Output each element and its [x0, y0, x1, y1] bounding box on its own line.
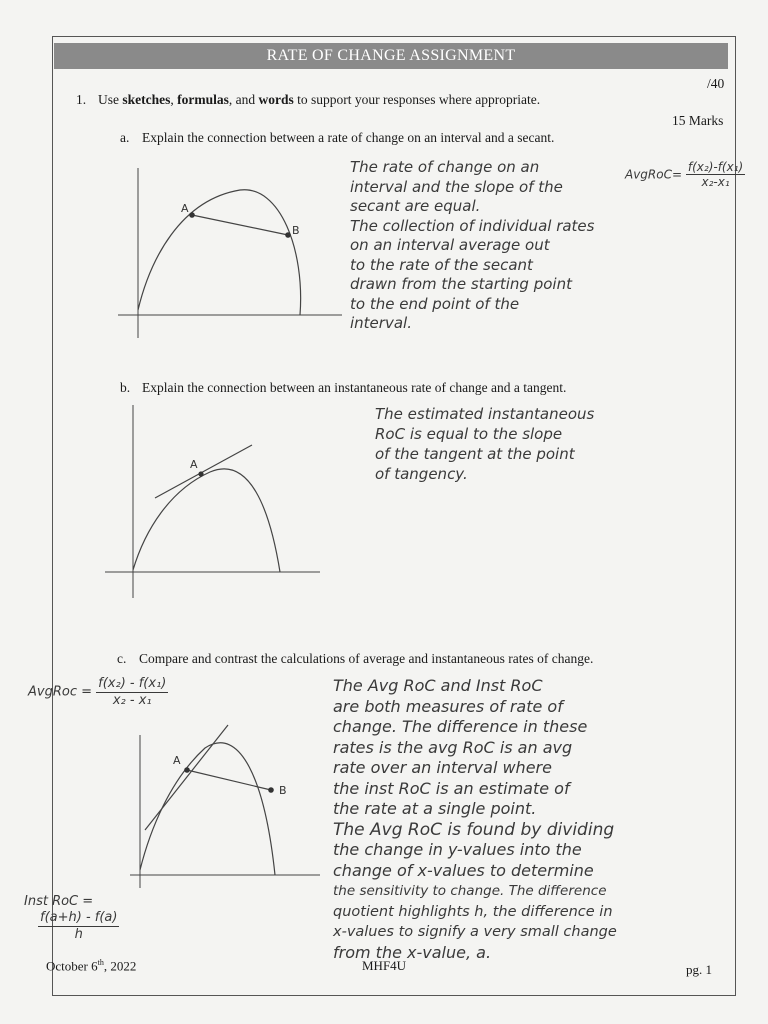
- avg-roc-formula-a: AvgRoC= $\frac{\text{f(x₂)-f(x₁)}}{\text{x₂-x₁}}$: [625, 160, 744, 189]
- secant-sketch: [110, 160, 350, 340]
- question-intro: Use sketches, formulas, and words to support your responses where appropriate.: [98, 92, 541, 107]
- point-a-dot: [198, 471, 203, 476]
- tangent-line: [155, 445, 252, 498]
- page-title: RATE OF CHANGE ASSIGNMENT: [54, 43, 728, 69]
- curve: [133, 469, 280, 572]
- secant-line: [192, 215, 288, 235]
- point-b-label: B: [292, 224, 300, 237]
- question-number: 1.: [76, 92, 87, 107]
- point-b-dot: [268, 787, 274, 793]
- footer-course: MHF4U: [362, 958, 407, 973]
- footer-date: October 6th, 2022: [46, 958, 137, 974]
- secant-line: [187, 770, 271, 790]
- part-b-label: b.: [120, 380, 131, 395]
- tangent-line: [145, 725, 228, 830]
- curve: [138, 190, 301, 315]
- total-score: /40: [707, 76, 725, 91]
- curve: [140, 743, 275, 875]
- part-b-answer: The estimated instantaneous RoC is equal to the slope of the tangent at the point of tangency.: [375, 405, 595, 483]
- point-a-dot: [184, 767, 190, 773]
- part-b-prompt: Explain the connection between an instantaneous rate of change and a tangent.: [142, 380, 567, 395]
- avg-roc-formula-c: AvgRoc = $\frac{\text{f(x₂) - f(x₁)}}{\text{x₂ - x₁}}$: [28, 676, 167, 708]
- footer-page: pg. 1: [686, 962, 712, 977]
- part-c-label: c.: [117, 651, 127, 666]
- tangent-sketch: [100, 400, 340, 600]
- point-a-label: A: [190, 458, 198, 471]
- part-a-prompt: Explain the connection between a rate of change on an interval and a secant.: [142, 130, 555, 145]
- point-b-dot: [285, 232, 291, 238]
- part-a-label: a.: [120, 130, 130, 145]
- part-c-prompt: Compare and contrast the calculations of average and instantaneous rates of change.: [139, 651, 594, 666]
- point-b-label: B: [279, 784, 287, 797]
- point-a-label: A: [173, 754, 181, 767]
- inst-roc-formula: Inst RoC = $\frac{f(a+h) - f(a)}{h}$: [24, 894, 118, 942]
- point-a-label: A: [181, 202, 189, 215]
- marks-label: 15 Marks: [672, 113, 724, 128]
- comparison-sketch: [125, 720, 325, 890]
- part-c-answer: The Avg RoC and Inst RoC are both measures of rate of change. The difference in these rates is the avg RoC is an avg rate over an interval where the inst RoC is an estimate of the rate at a single point. The Avg RoC is found by dividing the change in y-values into the change of x-values to determine the sensitivity to change. The difference quotient highlights h, the difference in x-values to signify a very small change from the x-value, a.: [333, 676, 617, 962]
- point-a-dot: [189, 212, 195, 218]
- part-a-answer: The rate of change on an interval and the slope of the secant are equal. The collection of individual rates on an interval average out to the rate of the secant drawn from the starting point to the end point of the interval.: [350, 158, 595, 332]
